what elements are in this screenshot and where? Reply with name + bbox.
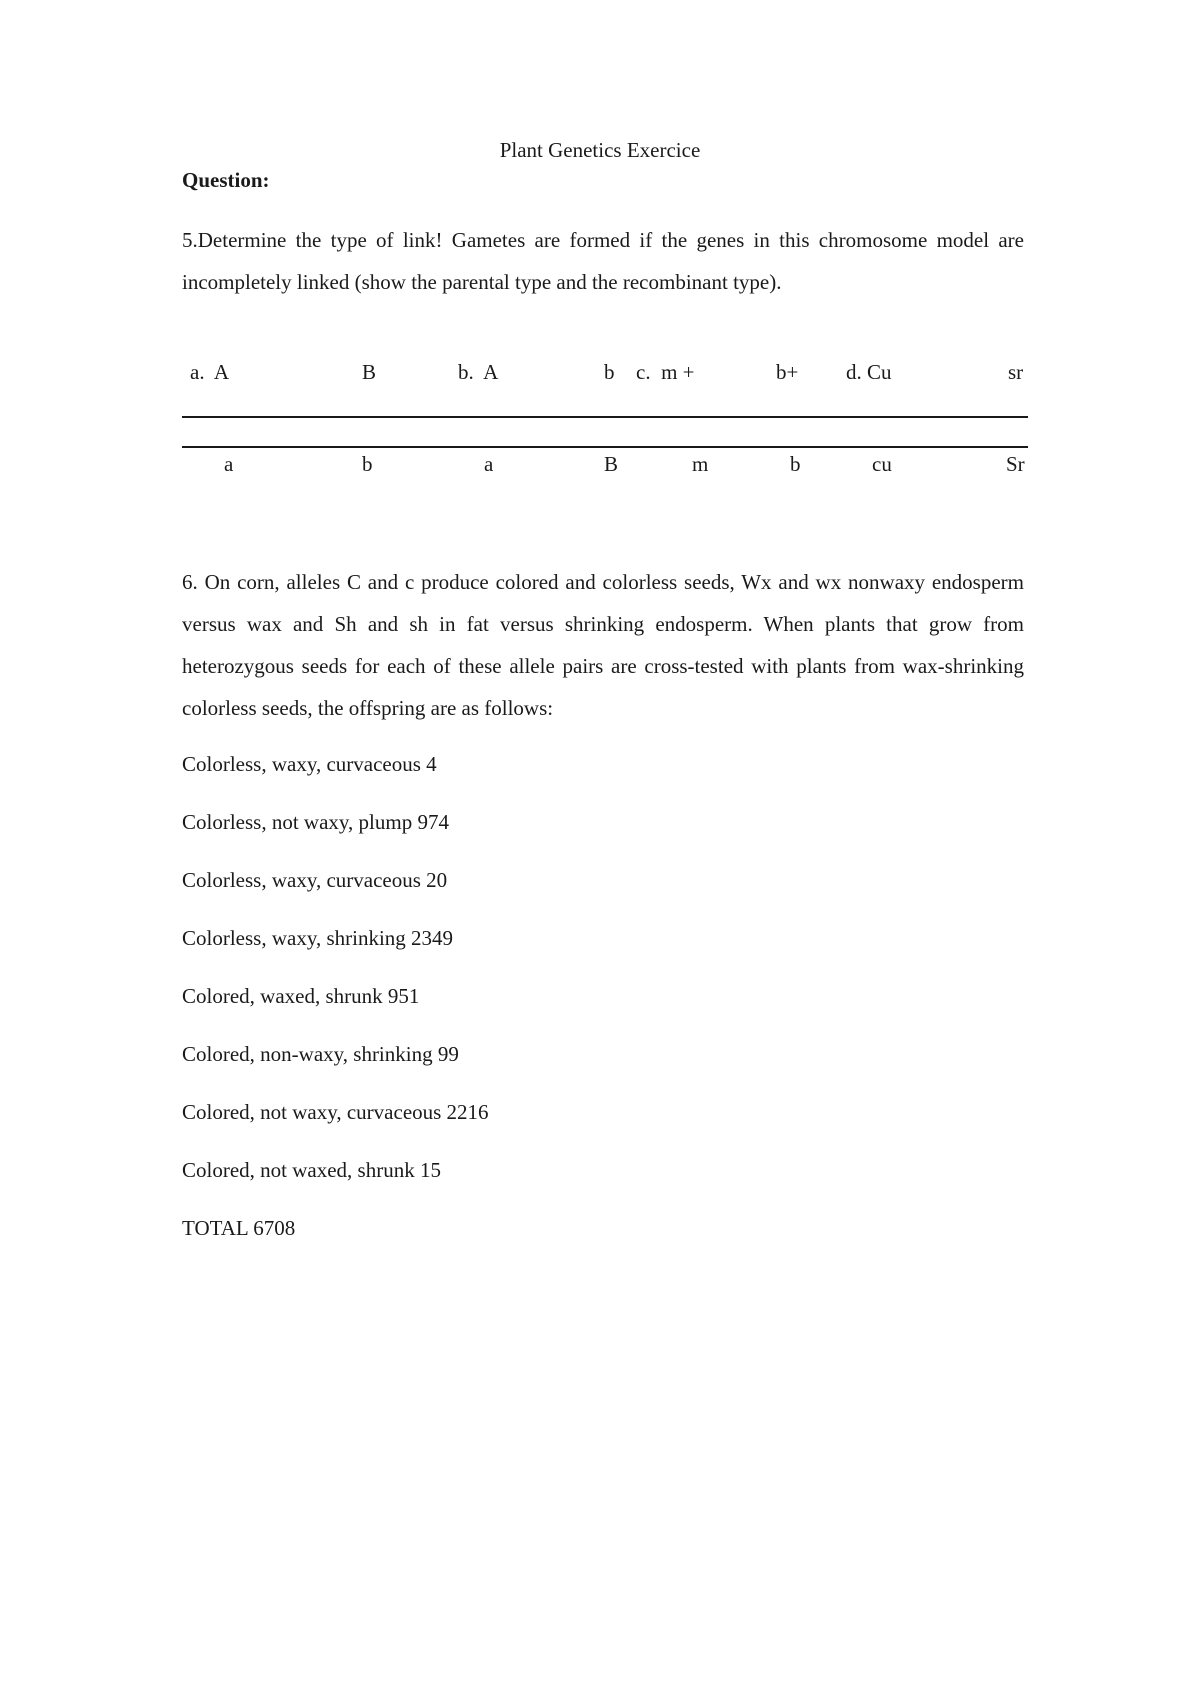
list-item: Colored, waxed, shrunk 951 <box>182 984 420 1008</box>
question-5-text: 5.Determine the type of link! Gametes are formed if the genes in this chromosome model are incompletely linked (show the parental type and the recombinant type). <box>182 228 1024 294</box>
bottom-label-c-right: b <box>790 452 801 476</box>
bottom-label-d: cu <box>872 452 892 476</box>
chromosome-line-bottom <box>182 446 1028 448</box>
list-item: Colored, not waxed, shrunk 15 <box>182 1158 441 1182</box>
top-label-b-right: b <box>604 360 615 384</box>
total-row: TOTAL 6708 <box>182 1216 296 1240</box>
top-label-a-right: B <box>362 360 377 384</box>
chromosome-diagram <box>182 360 1028 480</box>
bottom-label-a-right: b <box>362 452 373 476</box>
bottom-label-a: a <box>224 452 234 476</box>
list-item: Colorless, not waxy, plump 974 <box>182 810 449 834</box>
top-label-c-right: b+ <box>776 360 799 384</box>
question-6-text: 6. On corn, alleles C and c produce colored and colorless seeds, Wx and wx nonwaxy endosperm versus wax and Sh and sh in fat versus shrinking endosperm. When plants that grow from heterozygous seeds for each of these allele pairs are cross-tested with plants from wax-shrinking colorless seeds, the offspring are as follows: <box>182 570 1024 720</box>
bottom-label-b: a <box>484 452 494 476</box>
bottom-label-c: m <box>692 452 709 476</box>
top-label-b: b. A <box>458 360 499 384</box>
top-label-a: a. A <box>190 360 230 384</box>
top-label-c: c. m + <box>636 360 695 384</box>
bottom-label-b-right: B <box>604 452 619 476</box>
list-item: Colorless, waxy, curvaceous 20 <box>182 868 448 892</box>
top-label-d: d. Cu <box>846 360 892 384</box>
list-item: Colorless, waxy, curvaceous 4 <box>182 752 437 776</box>
top-label-d-right: sr <box>1008 360 1024 384</box>
bottom-label-d-right: Sr <box>1006 452 1025 476</box>
chromosome-line-top <box>182 416 1028 418</box>
question-label: Question: <box>182 168 270 192</box>
list-item: Colorless, waxy, shrinking 2349 <box>182 926 454 950</box>
list-item: Colored, not waxy, curvaceous 2216 <box>182 1100 489 1124</box>
list-item: Colored, non-waxy, shrinking 99 <box>182 1042 459 1066</box>
page-title: Plant Genetics Exercice <box>499 138 701 162</box>
